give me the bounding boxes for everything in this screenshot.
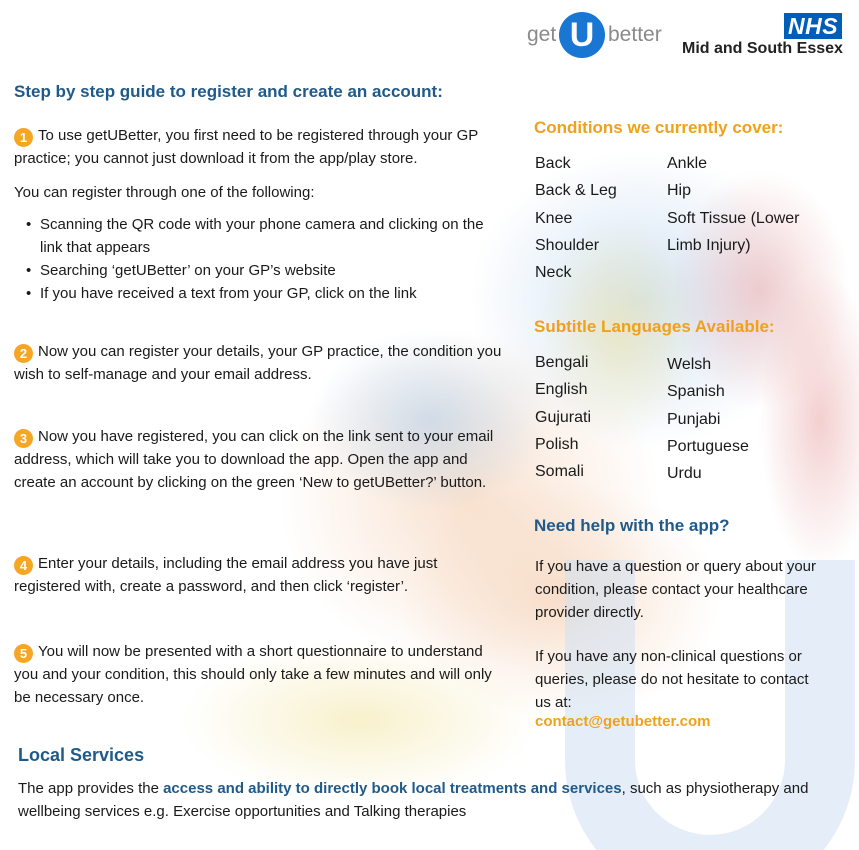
list-item: • If you have received a text from your GP, click on the link (14, 282, 504, 305)
language-item: Bengali (535, 354, 589, 371)
language-item: Somali (535, 463, 584, 481)
condition-item: Shoulder (535, 236, 600, 254)
languages-title: Subtitle Languages Available: (534, 317, 775, 336)
local-services-text-end: , such as physiotherapy and wellbeing services e.g. Exercise opportunities and Talking therapies (18, 780, 809, 820)
languages-list-right (667, 351, 749, 487)
conditions-title: Conditions we currently cover: (534, 118, 784, 137)
condition-item: Limb Injury) (667, 236, 751, 254)
local-services-title: Local Services (18, 745, 145, 765)
step-text: Enter your details, including the email address you have just registered with, create a password, and then click ‘register’. (14, 555, 438, 595)
step-4 (14, 552, 504, 598)
register-intro: You can register through one of the following: (14, 184, 315, 201)
nhs-logo: NHS (784, 13, 842, 39)
help-title: Need help with the app? (534, 516, 730, 535)
language-item: Gujurati (535, 408, 592, 426)
page-title: Step by step guide to register and create an account: (14, 82, 443, 101)
help-paragraph-clinical: If you have a question or query about your condition, please contact your healthcare provider directly. (535, 558, 817, 621)
step-text: To use getUBetter, you first need to be registered through your GP practice; you cannot just download it from the app/play store. (14, 127, 478, 167)
condition-item: Back & Leg (535, 182, 617, 200)
condition-item: Soft Tissue (Lower (667, 209, 800, 227)
condition-item: Back (535, 155, 571, 172)
step-number-badge: 4 (14, 556, 33, 575)
step-1 (14, 124, 504, 170)
local-services-text (18, 777, 838, 823)
condition-item: Hip (667, 182, 692, 200)
register-options-list (14, 213, 504, 305)
conditions-list-right (667, 150, 800, 259)
step-number-badge: 1 (14, 128, 33, 147)
logo-get-text: get (527, 23, 557, 46)
languages-list-left (535, 349, 591, 485)
language-item: Punjabi (667, 410, 721, 428)
local-services-highlight: access and ability to directly book local treatments and services (163, 780, 622, 797)
language-item: English (535, 381, 588, 399)
step-3 (14, 425, 504, 494)
step-number-badge: 3 (14, 429, 33, 448)
language-item: Welsh (667, 356, 712, 373)
condition-item: Neck (535, 264, 572, 282)
language-item: Portuguese (667, 437, 749, 455)
step-text: Now you have registered, you can click on the link sent to your email address, which will take you to download the app. Open the app and create an account by clicking on the green ‘New to getUBetter?’ button. (14, 428, 494, 491)
step-text: Now you can register your details, your GP practice, the condition you wish to self-manage and your email address. (14, 343, 502, 383)
language-item: Spanish (667, 383, 725, 401)
local-services-text-start: The app provides the (18, 780, 164, 797)
step-number-badge: 2 (14, 344, 33, 363)
getubetter-logo (527, 12, 667, 60)
conditions-list-left (535, 150, 617, 286)
logo-u-circle: U (559, 12, 605, 58)
list-item: • Scanning the QR code with your phone camera and clicking on the link that appears (14, 213, 504, 259)
list-item: • Searching ‘getUBetter’ on your GP’s website (14, 259, 504, 282)
language-item: Polish (535, 435, 579, 453)
step-number-badge: 5 (14, 644, 33, 663)
language-item: Urdu (667, 465, 702, 483)
logo-better-text: better (608, 23, 662, 46)
condition-item: Knee (535, 209, 573, 227)
condition-item: Ankle (667, 155, 708, 172)
step-5 (14, 640, 504, 709)
help-paragraph-nonclinical: If you have any non-clinical questions or queries, please do not hesitate to contact us at: (535, 648, 809, 711)
step-2 (14, 340, 504, 386)
step-text: You will now be presented with a short questionnaire to understand you and your condition, this should only take a few minutes and will only be necessary once. (14, 643, 492, 706)
contact-email-link[interactable]: contact@getubetter.com (535, 713, 711, 730)
nhs-trust-name: Mid and South Essex (682, 40, 843, 57)
